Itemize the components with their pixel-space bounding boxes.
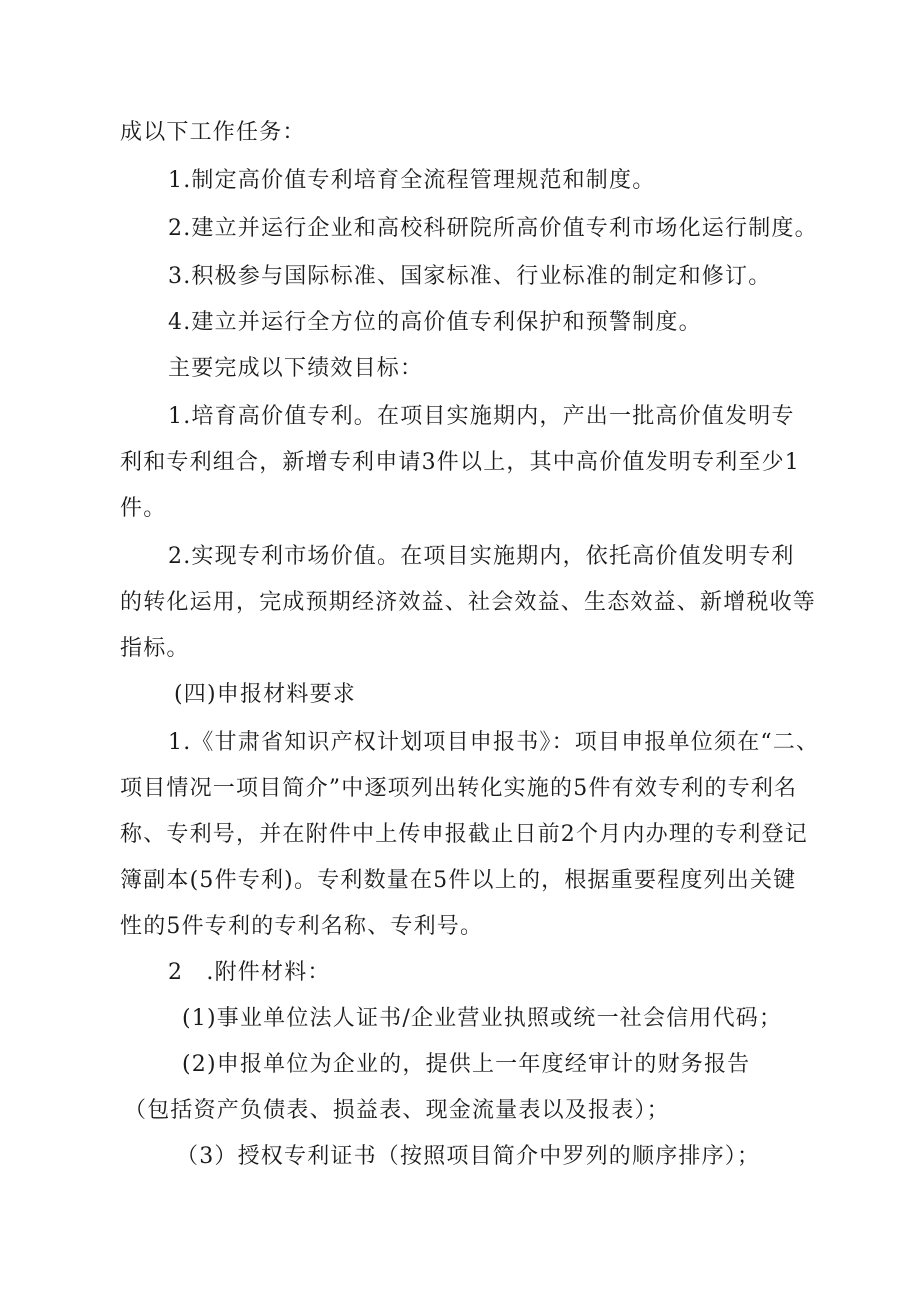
attachment-item-1: (1)事业单位法人证书/企业营业执照或统一社会信用代码； [182,1006,783,1031]
performance-goals-heading: 主要完成以下绩效目标： [168,356,424,381]
material-item-1-continued: 称、专利号，并在附件中上传申报截止日前2个月内办理的专利登记 [120,822,808,847]
goal-item-1-continued: 利和专利组合，新增专利申请3件以上，其中高价值发明专利至少1 [120,450,800,475]
goal-item-1-continued: 件。 [120,496,167,521]
paragraph-line: 成以下工作任务： [120,120,306,145]
material-item-1-continued: 项目情况一项目简介”中逐项列出转化实施的5件有效专利的专利名 [120,776,798,801]
material-item-1: 1.《甘肃省知识产权计划项目申报书》：项目申报单位须在“二、 [168,730,820,755]
material-item-1-continued: 性的5件专利的专利名称、专利号。 [120,914,484,939]
goal-item-1: 1.培育高价值专利。在项目实施期内，产出一批高价值发明专 [168,404,795,429]
material-item-2: 2 .附件材料： [168,960,331,985]
task-item-3: 3.积极参与国际标准、国家标准、行业标准的制定和修订。 [168,264,772,289]
goal-item-2-continued: 的转化运用，完成预期经济效益、社会效益、生态效益、新增税收等 [120,590,817,615]
task-item-1: 1.制定高价值专利培育全流程管理规范和制度。 [168,168,656,193]
task-item-2: 2.建立并运行企业和高校科研院所高价值专利市场化运行制度。 [168,216,818,241]
attachment-item-3: （3）授权专利证书（按照项目简介中罗列的顺序排序）； [176,1144,761,1169]
goal-item-2-continued: 指标。 [120,636,190,661]
section-heading: (四)申报材料要求 [174,682,356,707]
task-item-4: 4.建立并运行全方位的高价值专利保护和预警制度。 [168,310,702,335]
goal-item-2: 2.实现专利市场价值。在项目实施期内，依托高价值发明专利 [168,544,795,569]
attachment-item-2: (2)申报单位为企业的，提供上一年度经审计的财务报告 [182,1052,751,1077]
material-item-1-continued: 簿副本(5件专利)。专利数量在5件以上的，根据重要程度列出关键 [120,868,797,893]
attachment-item-2-continued: （包括资产负债表、损益表、现金流量表以及报表）； [124,1098,670,1123]
